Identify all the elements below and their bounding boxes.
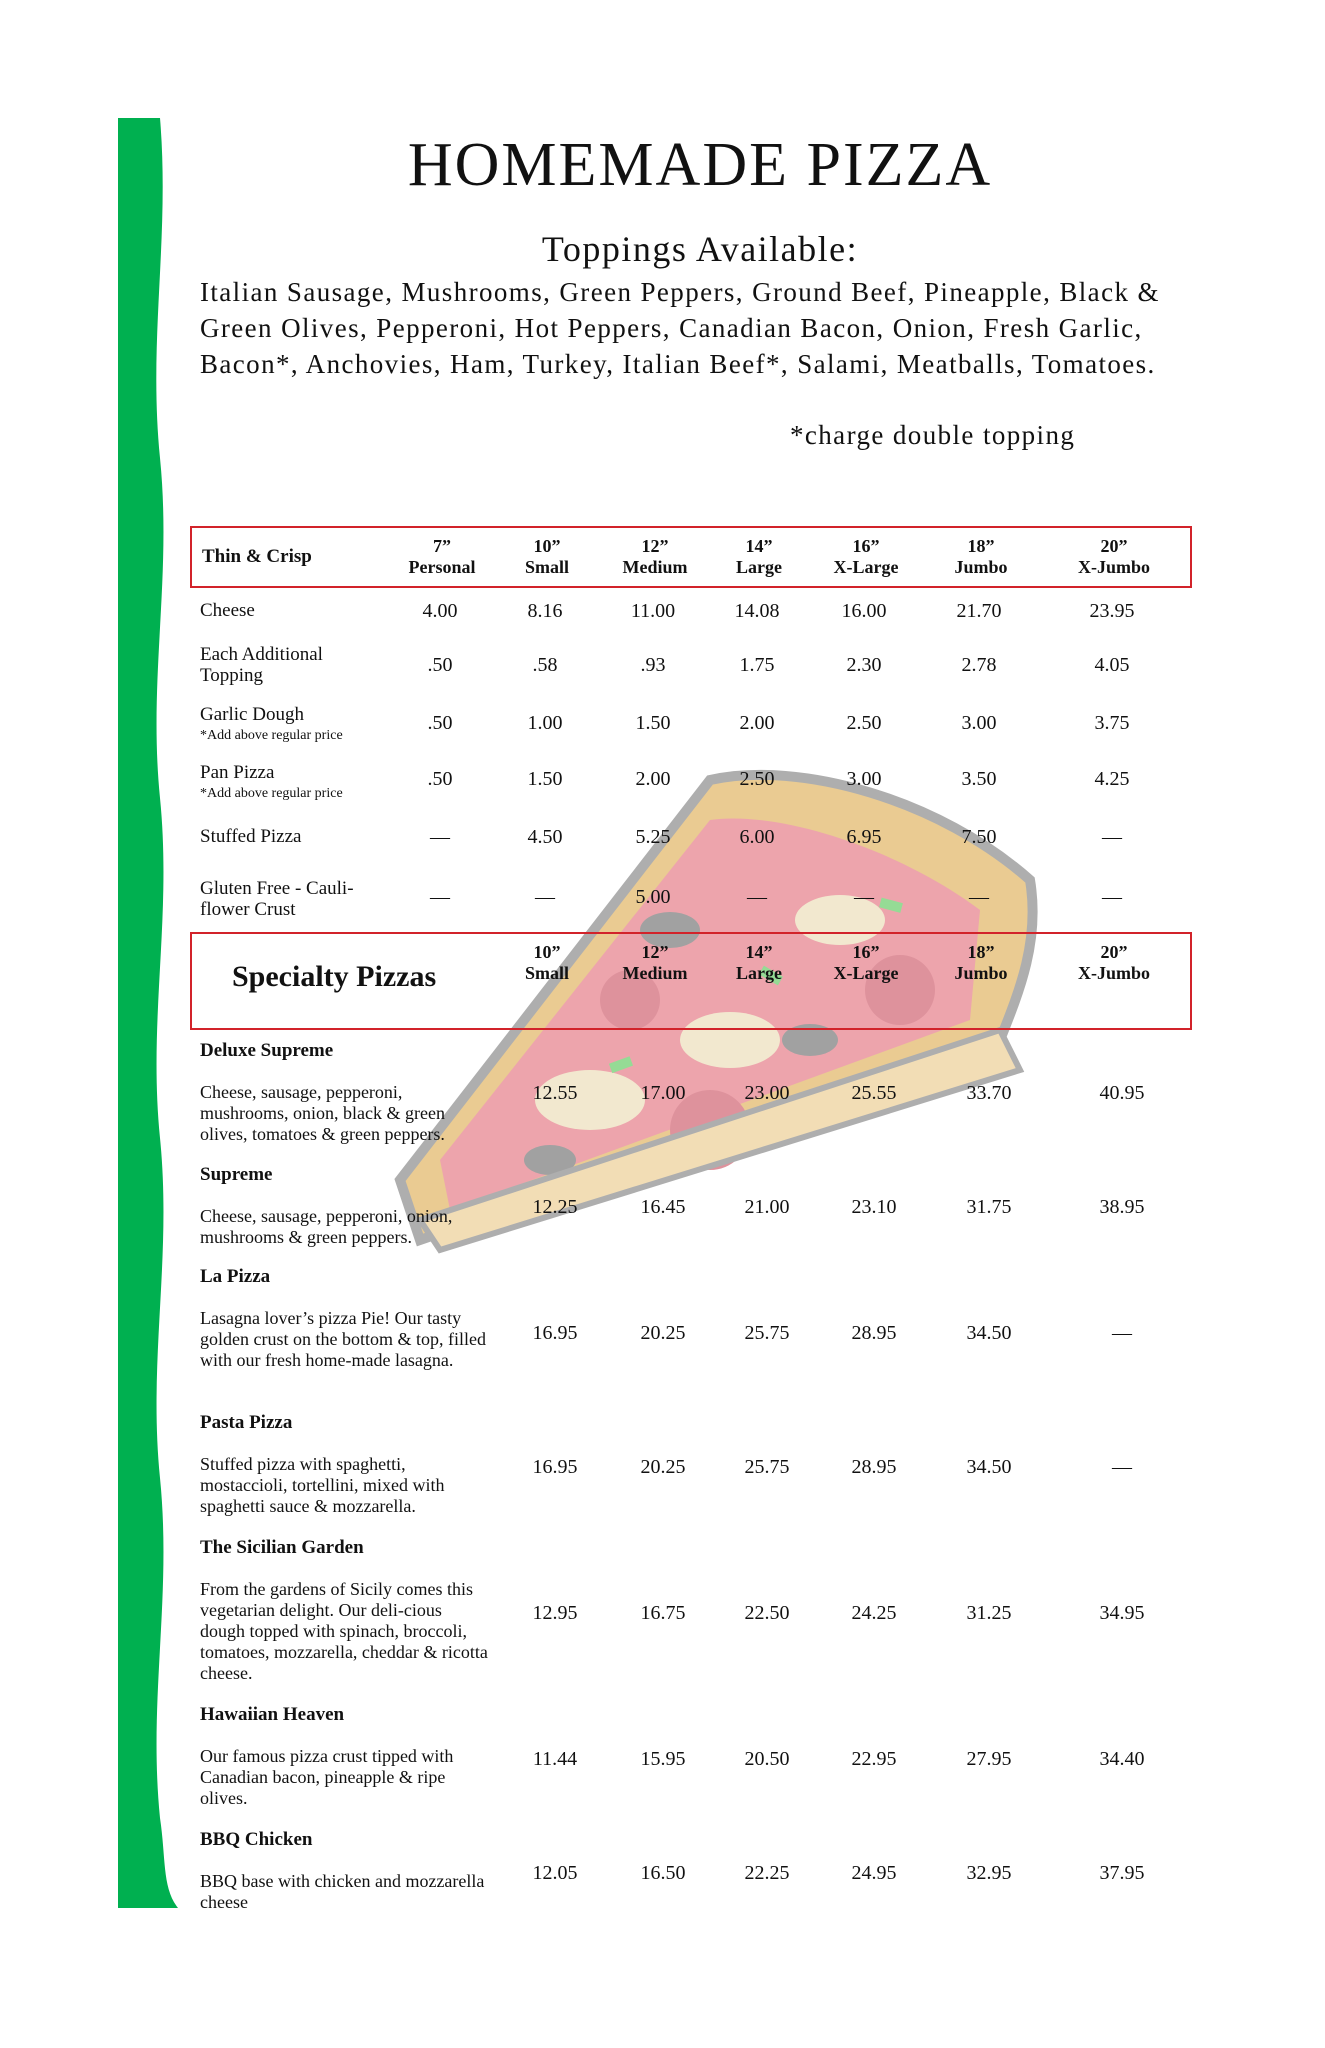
table-row xyxy=(190,822,1192,866)
size-header-xjumbo: 20” X-Jumbo xyxy=(1077,536,1150,577)
price-cell: — xyxy=(535,886,555,908)
price-cell: 28.95 xyxy=(851,1322,897,1344)
item-name: BBQ Chicken xyxy=(200,1829,313,1850)
size-header-large: 14” Large xyxy=(736,536,782,577)
item-description: Cheese, sausage, pepperoni, onion, mushrooms & green peppers. xyxy=(200,1206,453,1247)
size-header-personal: 7” Personal xyxy=(408,536,476,577)
row-label-text: Garlic Dough xyxy=(200,704,304,725)
row-label: Stuffed Pizza xyxy=(200,826,302,847)
green-side-bar xyxy=(118,118,178,1908)
price-cell: — xyxy=(969,886,989,908)
row-label: Gluten Free - Cauli-flower Crust xyxy=(200,878,354,920)
row-sub-label: *Add above regular price xyxy=(200,786,343,801)
price-cell: 1.50 xyxy=(527,768,563,790)
item-description: Our famous pizza crust tipped with Canadian bacon, pineapple & ripe olives. xyxy=(200,1746,454,1808)
price-cell: .50 xyxy=(427,712,453,734)
price-cell: 37.95 xyxy=(1099,1862,1145,1884)
price-cell: 16.50 xyxy=(640,1862,686,1884)
price-cell: 2.50 xyxy=(846,712,882,734)
price-cell: 3.50 xyxy=(961,768,997,790)
price-cell: 6.00 xyxy=(739,826,775,848)
price-cell: — xyxy=(1102,826,1122,848)
size-header-xjumbo: 20” X-Jumbo xyxy=(1077,942,1150,983)
price-cell: 16.75 xyxy=(640,1602,686,1624)
price-cell: 2.00 xyxy=(739,712,775,734)
price-cell: 25.75 xyxy=(744,1456,790,1478)
price-cell: 6.95 xyxy=(846,826,882,848)
table-row xyxy=(190,598,1192,640)
price-cell: 31.75 xyxy=(966,1196,1012,1218)
price-cell: 2.50 xyxy=(739,768,775,790)
price-cell: 34.40 xyxy=(1099,1748,1145,1770)
price-cell: 3.00 xyxy=(846,768,882,790)
size-header-medium: 12” Medium xyxy=(622,536,688,577)
item-name: Deluxe Supreme xyxy=(200,1040,334,1061)
price-cell: 40.95 xyxy=(1099,1082,1145,1104)
price-cell: — xyxy=(1102,886,1122,908)
price-cell: — xyxy=(747,886,767,908)
size-header-small: 10” Small xyxy=(524,536,569,577)
price-cell: 15.95 xyxy=(640,1748,686,1770)
item-name: Pasta Pizza xyxy=(200,1412,293,1433)
price-cell: — xyxy=(1112,1322,1132,1344)
price-cell: — xyxy=(1112,1456,1132,1478)
price-cell: 32.95 xyxy=(966,1862,1012,1884)
price-cell: 11.00 xyxy=(630,600,676,622)
item-description: Cheese, sausage, pepperoni, mushrooms, onion, black & green olives, tomatoes & green peppers. xyxy=(200,1082,445,1144)
row-label: Cheese xyxy=(200,600,255,621)
price-cell: 34.50 xyxy=(966,1456,1012,1478)
price-cell: 28.95 xyxy=(851,1456,897,1478)
price-cell: 20.25 xyxy=(640,1456,686,1478)
price-cell: 2.00 xyxy=(635,768,671,790)
price-cell: 25.75 xyxy=(744,1322,790,1344)
specialty-header xyxy=(190,932,1192,1030)
price-cell: 12.25 xyxy=(532,1196,578,1218)
table-row xyxy=(190,702,1192,760)
price-cell: 8.16 xyxy=(527,600,563,622)
toppings-list: Italian Sausage, Mushrooms, Green Peppers, Ground Beef, Pineapple, Black & Green Olives, Pepperoni, Hot Peppers, Canadian Bacon, Onion, Fresh Garlic, Bacon*, Anchovies, Ham, Turkey, Italian Beef*, Salami, Meatballs, Tomatoes. xyxy=(200,277,1160,379)
price-cell: — xyxy=(854,886,874,908)
price-cell: — xyxy=(430,826,450,848)
row-label: Each Additional Topping xyxy=(200,644,323,686)
price-cell: 16.45 xyxy=(640,1196,686,1218)
row-sub-label: *Add above regular price xyxy=(200,728,343,743)
price-cell: 14.08 xyxy=(734,600,780,622)
toppings-heading: Toppings Available: xyxy=(541,229,859,269)
price-cell: 24.25 xyxy=(851,1602,897,1624)
thin-crisp-label: Thin & Crisp xyxy=(202,546,312,567)
page-title: HOMEMADE PIZZA xyxy=(407,131,993,199)
item-name: Supreme xyxy=(200,1164,273,1185)
price-cell: 38.95 xyxy=(1099,1196,1145,1218)
price-cell: — xyxy=(430,886,450,908)
table-row xyxy=(190,760,1192,816)
price-cell: 21.70 xyxy=(956,600,1002,622)
item-description: BBQ base with chicken and mozzarella cheese xyxy=(200,1871,485,1912)
price-cell: 4.00 xyxy=(422,600,458,622)
size-header-medium: 12” Medium xyxy=(622,942,688,983)
item-description: From the gardens of Sicily comes this vegetarian delight. Our deli-cious dough topped with spinach, broccoli, tomatoes, mozzarella, cheddar & ricotta cheese. xyxy=(200,1579,488,1683)
price-cell: 20.50 xyxy=(744,1748,790,1770)
size-header-jumbo: 18” Jumbo xyxy=(954,942,1008,983)
price-cell: 25.55 xyxy=(851,1082,897,1104)
price-cell: 33.70 xyxy=(966,1082,1012,1104)
topping-note: *charge double topping xyxy=(790,420,1076,450)
price-cell: 2.30 xyxy=(846,654,882,676)
table-row xyxy=(190,640,1192,700)
price-cell: 16.00 xyxy=(841,600,887,622)
item-name: Hawaiian Heaven xyxy=(200,1704,345,1725)
price-cell: .58 xyxy=(532,654,558,676)
item-description: Stuffed pizza with spaghetti, mostaccioli, tortellini, mixed with spaghetti sauce & mozzarella. xyxy=(200,1454,445,1516)
price-cell: 7.50 xyxy=(961,826,997,848)
row-label-text: Pan Pizza xyxy=(200,762,275,783)
price-cell: .50 xyxy=(427,768,453,790)
row-label xyxy=(200,704,343,746)
price-cell: 4.05 xyxy=(1094,654,1130,676)
price-cell: 11.44 xyxy=(532,1748,578,1770)
price-cell: 24.95 xyxy=(851,1862,897,1884)
price-cell: 16.95 xyxy=(532,1456,578,1478)
price-cell: 22.25 xyxy=(744,1862,790,1884)
price-cell: 2.78 xyxy=(961,654,997,676)
price-cell: 1.00 xyxy=(527,712,563,734)
size-header-large: 14” Large xyxy=(736,942,782,983)
size-header-xlarge: 16” X-Large xyxy=(833,536,899,577)
size-header-jumbo: 18” Jumbo xyxy=(954,536,1008,577)
price-cell: 12.95 xyxy=(532,1602,578,1624)
price-cell: 23.95 xyxy=(1089,600,1135,622)
price-cell: 12.05 xyxy=(532,1862,578,1884)
price-cell: 21.00 xyxy=(744,1196,790,1218)
price-cell: 5.25 xyxy=(635,826,671,848)
thin-crisp-header xyxy=(190,526,1192,588)
price-cell: 12.55 xyxy=(532,1082,578,1104)
price-cell: 3.75 xyxy=(1094,712,1130,734)
specialty-label: Specialty Pizzas xyxy=(232,960,437,993)
price-cell: .50 xyxy=(427,654,453,676)
row-label xyxy=(200,762,343,804)
price-cell: 31.25 xyxy=(966,1602,1012,1624)
price-cell: 20.25 xyxy=(640,1322,686,1344)
price-cell: 22.50 xyxy=(744,1602,790,1624)
price-cell: 23.10 xyxy=(851,1196,897,1218)
item-description: Lasagna lover’s pizza Pie! Our tasty golden crust on the bottom & top, filled with our fresh home-made lasagna. xyxy=(200,1308,486,1370)
price-cell: 34.95 xyxy=(1099,1602,1145,1624)
price-cell: 1.50 xyxy=(635,712,671,734)
table-row xyxy=(190,876,1192,932)
price-cell: 22.95 xyxy=(851,1748,897,1770)
price-cell: 1.75 xyxy=(739,654,775,676)
price-cell: 27.95 xyxy=(966,1748,1012,1770)
size-header-small: 10” Small xyxy=(524,942,569,983)
price-cell: 23.00 xyxy=(744,1082,790,1104)
item-name: The Sicilian Garden xyxy=(200,1537,364,1558)
price-cell: 16.95 xyxy=(532,1322,578,1344)
price-cell: 4.25 xyxy=(1094,768,1130,790)
price-cell: 17.00 xyxy=(640,1082,686,1104)
price-cell: .93 xyxy=(640,654,666,676)
price-cell: 5.00 xyxy=(635,886,671,908)
price-cell: 4.50 xyxy=(527,826,563,848)
price-cell: 34.50 xyxy=(966,1322,1012,1344)
item-name: La Pizza xyxy=(200,1266,271,1287)
size-header-xlarge: 16” X-Large xyxy=(833,942,899,983)
price-cell: 3.00 xyxy=(961,712,997,734)
